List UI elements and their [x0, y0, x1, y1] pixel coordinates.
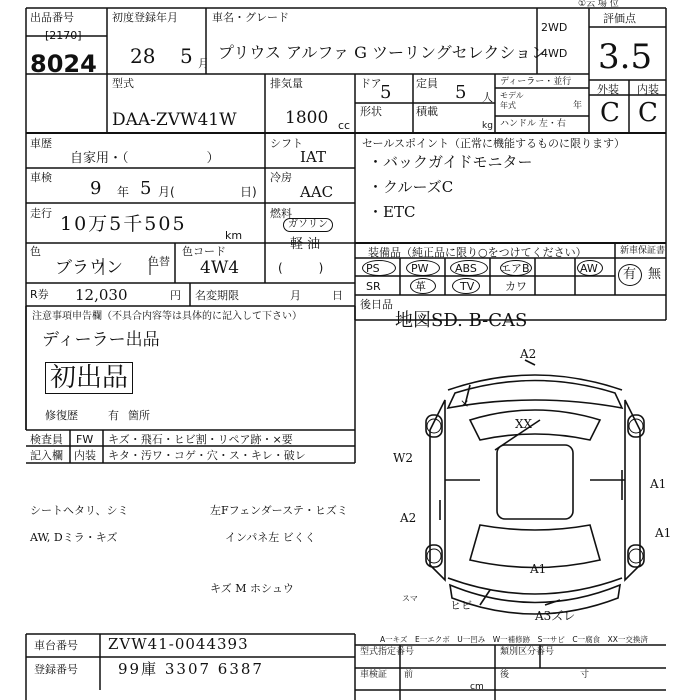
- first-reg-month: 5: [180, 44, 193, 68]
- chassis-number: ZVW41-0044393: [108, 635, 249, 653]
- circle-mark: [618, 264, 642, 286]
- shift-value: IAT: [300, 148, 326, 166]
- recycle-value: 12,030: [75, 286, 128, 304]
- sales-point-item: ・クルーズC: [368, 178, 454, 196]
- damage-mark: W2: [393, 451, 413, 465]
- displacement-unit: cc: [338, 119, 351, 132]
- name-change-month: 月: [290, 289, 301, 302]
- capacity-label: 定員: [416, 77, 438, 90]
- color-change-label: 色替: [148, 255, 170, 268]
- notes-line: ディーラー出品: [42, 330, 160, 350]
- circle-mark: [410, 278, 436, 294]
- grade-value: 3.5: [598, 37, 653, 77]
- lot-number: 8024: [30, 50, 97, 78]
- exterior-value: C: [600, 98, 620, 128]
- inspection-month: 5: [140, 178, 152, 199]
- equip-kawa: カワ: [505, 280, 527, 293]
- first-listing-stamp: 初出品: [45, 362, 133, 394]
- registration-label: 登録番号: [34, 663, 78, 676]
- equip-ps: PS: [366, 262, 380, 275]
- circle-mark: [450, 260, 488, 276]
- damage-mark: A2: [400, 511, 417, 525]
- aftermarket-label: 後日品: [360, 298, 393, 311]
- shape-label: 形状: [360, 105, 382, 118]
- inspection-year: 9: [90, 178, 102, 199]
- exterior-label: 外装: [597, 83, 619, 96]
- damage-mark: ヒビ: [450, 599, 472, 612]
- handwritten-note: インパネ左 ビくく: [225, 531, 316, 544]
- inspection-month-unit: 月(: [158, 185, 175, 199]
- interior-label: 内装: [637, 83, 659, 96]
- cert-label: 車検証: [360, 670, 388, 680]
- recycle-unit: 円: [170, 289, 181, 302]
- interior-value: C: [638, 98, 658, 128]
- shift-label: シフト: [270, 137, 303, 150]
- repair-label: 修復歴: [45, 409, 78, 422]
- equip-sr: SR: [366, 280, 381, 293]
- cm-unit: cm: [470, 682, 484, 692]
- mileage-value: 10万5千505: [60, 213, 187, 235]
- chassis-label: 車台番号: [34, 639, 78, 652]
- fuel-label: 燃料: [270, 207, 292, 220]
- fuel-diesel: 軽 油: [290, 237, 321, 252]
- warranty-title: 新車保証書: [620, 246, 666, 256]
- mileage-label: 走行: [30, 207, 52, 220]
- drive-4wd: 4WD: [541, 47, 568, 60]
- circle-mark: [406, 260, 440, 276]
- inspection-label: 車検: [30, 171, 52, 184]
- drive-2wd: 2WD: [541, 21, 568, 34]
- name-change-label: 名変期限: [195, 289, 239, 302]
- load-label: 積載: [416, 105, 438, 118]
- sales-points-title: セールスポイント（正常に機能するものに限ります）: [362, 137, 626, 150]
- damage-mark: A1: [655, 526, 672, 540]
- damage-mark: ×: [460, 397, 470, 410]
- damage-mark: A2: [520, 347, 537, 361]
- model-year-unit: 年: [573, 101, 583, 111]
- equip-abs: ABS: [455, 262, 477, 275]
- color-code-value: 4W4: [200, 258, 240, 278]
- damage-mark: XX: [515, 417, 533, 431]
- size-label: 寸: [580, 670, 590, 680]
- interior-check-label: 内装: [74, 449, 96, 462]
- name-change-day: 日: [332, 289, 343, 302]
- color-label: 色: [30, 245, 41, 258]
- damage-mark: A1: [530, 562, 547, 576]
- dealer-label: ディーラー・並行: [500, 77, 572, 87]
- equipment-title: 装備品（純正品に限り○をつけてください）: [368, 246, 587, 259]
- model-label: 型式: [112, 77, 134, 90]
- damage-mark: A1: [650, 477, 667, 491]
- notes-title: 注意事項申告欄（不具合内容等は具体的に記入して下さい）: [32, 311, 302, 322]
- equip-airbag: エアB: [500, 262, 530, 275]
- rear-label: 後: [500, 670, 510, 680]
- circle-mark: [362, 260, 396, 276]
- model-year-sub: 年式: [500, 101, 516, 110]
- load-unit: kg: [482, 121, 493, 131]
- repair-value: 有: [108, 409, 119, 422]
- warranty-no: 無: [648, 267, 662, 282]
- repair-place: 箇所: [128, 409, 150, 422]
- first-reg-year: 28: [130, 44, 156, 68]
- sales-point-item: ・ETC: [368, 203, 416, 221]
- doors-value: 5: [380, 82, 392, 103]
- usage-label: 車歴: [30, 137, 52, 150]
- type-spec-label: 型式指定番号: [360, 647, 415, 657]
- first-reg-label: 初度登録年月: [112, 11, 178, 24]
- color-code-label: 色コード: [182, 245, 226, 258]
- displacement-value: 1800: [285, 108, 329, 128]
- damage-legend: A一キズ E一エクボ U一凹み W一補修跡 S一サビ C一腐食 XX一交換済: [380, 635, 648, 644]
- warranty-yes: 有: [623, 267, 637, 282]
- equip-leather: 革: [415, 280, 426, 293]
- fuel-gasoline-circled: ガソリン: [283, 218, 333, 232]
- equip-tv: TV: [460, 280, 475, 293]
- registration-number: 99庫 3307 6387: [118, 660, 264, 678]
- equip-aw: AW: [580, 262, 598, 275]
- handwritten-note: キズ M ホシュウ: [210, 582, 294, 595]
- lot-sub-number: [2170]: [45, 29, 82, 42]
- model-year-label: モデル: [500, 91, 524, 100]
- top-right-fragment: ①云 場 位: [578, 0, 619, 9]
- equip-pw: PW: [411, 262, 429, 275]
- ac-value: AAC: [300, 183, 334, 201]
- handwritten-note: AW, Dミラ・キズ: [30, 531, 118, 544]
- sales-point-item: ・バックガイドモニター: [368, 153, 533, 171]
- car-name: プリウス アルファ G ツーリングセレクション: [218, 43, 547, 62]
- fw-items: キズ・飛石・ヒビ割・リペア跡・×要: [108, 433, 293, 446]
- class-label: 類別区分番号: [500, 647, 555, 657]
- circle-mark: [577, 260, 603, 276]
- capacity-value: 5: [455, 82, 467, 103]
- fw-label: FW: [76, 433, 94, 446]
- damage-mark: スマ: [402, 594, 418, 603]
- model-value: DAA-ZVW41W: [112, 110, 237, 130]
- doors-label: ドア: [360, 77, 382, 90]
- aftermarket-value: 地図SD. B-CAS: [395, 310, 528, 331]
- inspector-entry-label: 記入欄: [30, 449, 63, 462]
- handle-label: ハンドル 左・右: [500, 119, 566, 129]
- grade-label: 評価点: [603, 12, 636, 25]
- mileage-unit: km: [225, 229, 243, 242]
- color-value: ブラウン: [55, 258, 123, 278]
- ac-label: 冷房: [270, 171, 292, 184]
- lot-label: 出品番号: [30, 11, 74, 24]
- handwritten-note: 左Fフェンダーステ・ヒズミ: [210, 504, 348, 517]
- month-unit: 月: [198, 57, 209, 70]
- displacement-label: 排気量: [270, 77, 303, 90]
- car-name-label: 車名・グレード: [212, 11, 289, 24]
- capacity-unit: 人: [482, 91, 493, 104]
- interior-items: キタ・汚ワ・コゲ・穴・ス・キレ・破レ: [108, 449, 306, 462]
- inspection-year-unit: 年: [117, 185, 130, 199]
- front-label: 前: [404, 670, 414, 680]
- usage-value: 自家用・（ ）: [70, 151, 220, 166]
- damage-mark: A3ズレ: [535, 609, 576, 623]
- circle-mark: [500, 260, 532, 276]
- fuel-other: ( ): [278, 261, 324, 275]
- inspector-label: 検査員: [30, 433, 63, 446]
- recycle-label: R券: [30, 288, 49, 301]
- inspection-day-unit: 日): [240, 185, 257, 199]
- circle-mark: [452, 278, 480, 294]
- handwritten-note: シートヘタリ、シミ: [30, 504, 129, 517]
